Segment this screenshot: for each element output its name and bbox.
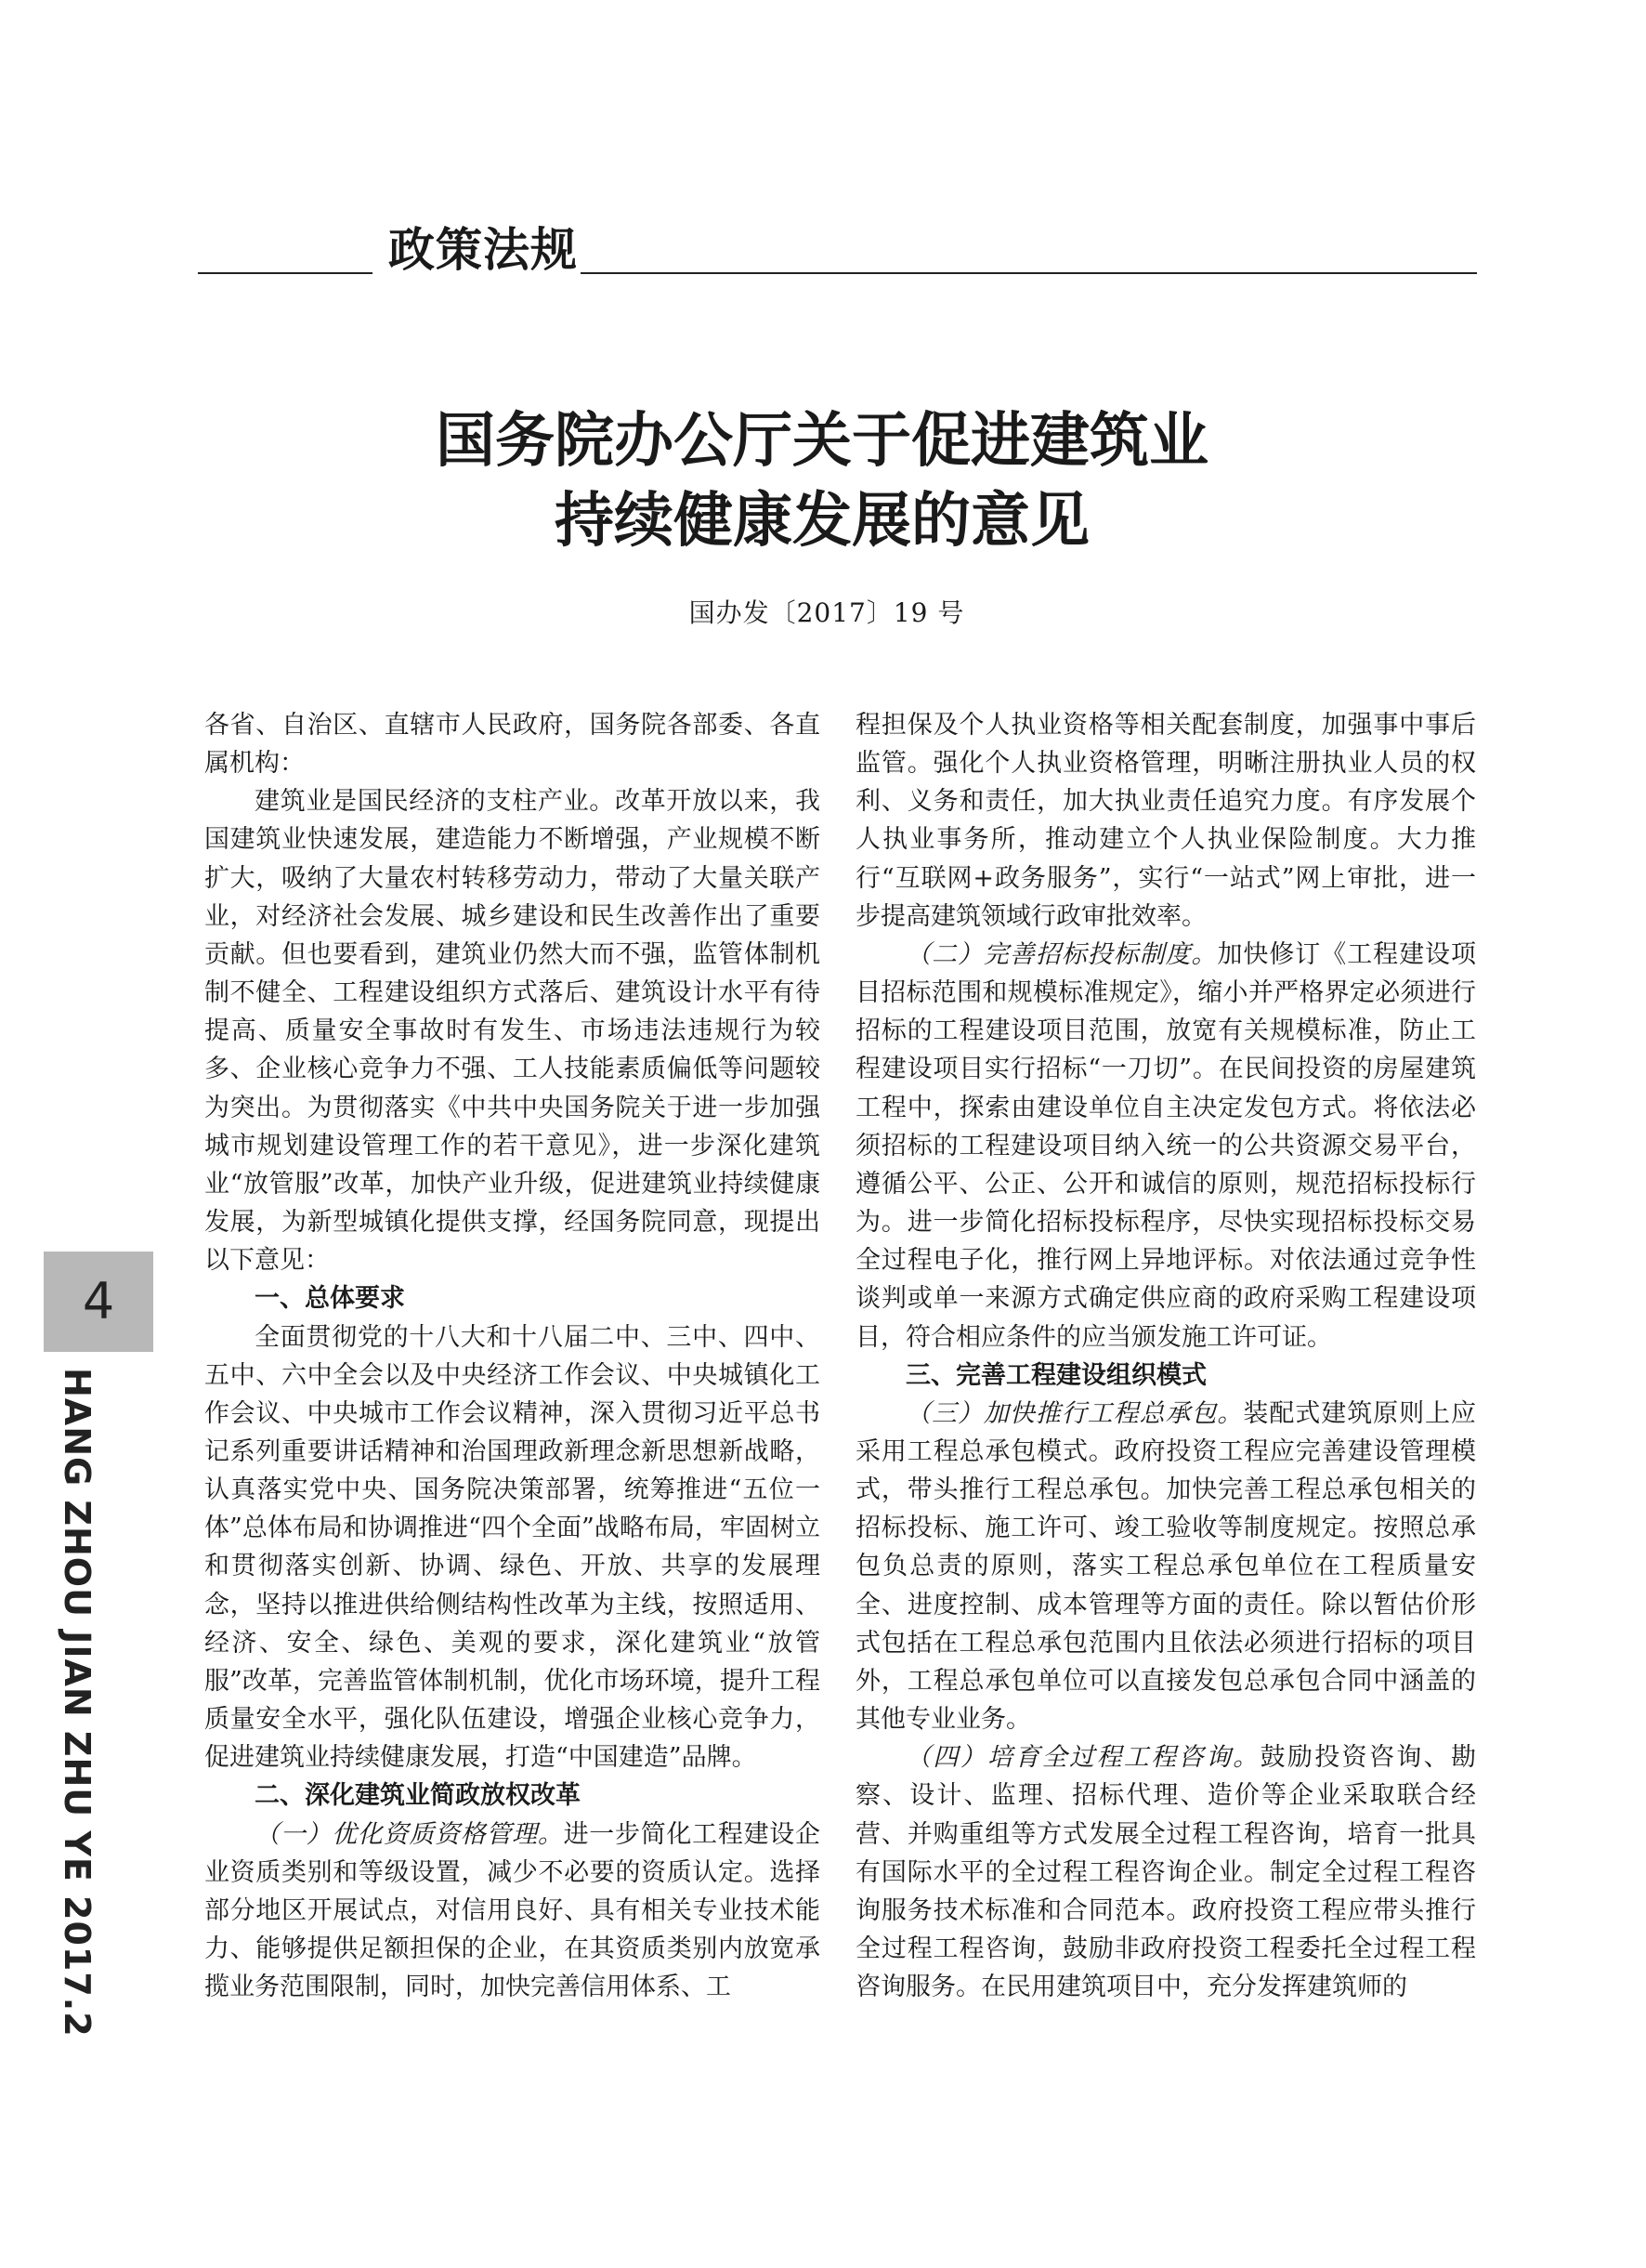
title-line-1: 国务院办公厅关于促进建筑业 xyxy=(436,406,1208,476)
document-number: 国办发〔2017〕19 号 xyxy=(688,597,965,628)
subsection-1-text: 进一步简化工程建设企业资质类别和等级设置，减少不必要的资质认定。选择部分地区开展试点，对信用良好、具有相关专业技术能力、能够提供足额担保的企业，在其资质类别内放宽承揽业务范围限制，同时，加快完善信用体系、工 xyxy=(204,1819,821,2002)
left-column xyxy=(204,706,820,2006)
heading-general-requirements: 一、总体要求 xyxy=(255,1284,405,1314)
vertical-journal-label: HANG ZHOU JIAN ZHU YE 2017.2 xyxy=(57,1368,98,2038)
subsection-3 xyxy=(856,1395,1476,1738)
subsection-3-text: 装配式建筑原则上应采用工程总承包模式。政府投资工程应完善建设管理模式，带头推行工程总承包。加快完善工程总承包相关的招标投标、施工许可、竣工验收等制度规定。按照总承包负总责的原则，落实工程总承包单位在工程质量安全、进度控制、成本管理等方面的责任。除以暂估价形式包括在工程总承包范围内且依法必须进行招标的项目外，工程总承包单位可以直接发包总承包合同中涵盖的其他专业业务。 xyxy=(856,1398,1477,1735)
section-label: 政策法规 xyxy=(388,223,578,277)
page-number-tab: 4 xyxy=(44,1252,153,1352)
heading-organization-mode: 三、完善工程建设组织模式 xyxy=(906,1360,1207,1390)
general-requirements-paragraph: 全面贯彻党的十八大和十八届二中、三中、四中、五中、六中全会以及中央经济工作会议、中央城镇化工作会议、中央城市工作会议精神，深入贯彻习近平总书记系列重要讲话精神和治国理政新理念新思想新战略，认真落实党中央、国务院决策部署，统筹推进“五位一体”总体布局和协调推进“四个全面”战略布局，牢固树立和贯彻落实创新、协调、绿色、开放、共享的发展理念，坚持以推进供给侧结构性改革为主线，按照适用、经济、安全、绿色、美观的要求，深化建筑业“放管服”改革，完善监管体制机制，优化市场环境，提升工程质量安全水平，强化队伍建设，增强企业核心竞争力，促进建筑业持续健康发展，打造“中国建造”品牌。 xyxy=(204,1322,820,1773)
subsection-1-label: （一）优化资质资格管理。 xyxy=(255,1819,564,1849)
subsection-4-text: 鼓励投资咨询、勘察、设计、监理、招标代理、造价等企业采取联合经营、并购重组等方式发展全过程工程咨询，培育一批具有国际水平的全过程工程咨询企业。制定全过程工程咨询服务技术标准和合同范本。政府投资工程应带头推行全过程工程咨询，鼓励非政府投资工程委托全过程工程咨询服务。在民用建筑项目中，充分发挥建筑师的 xyxy=(856,1743,1477,2002)
right-column xyxy=(856,706,1476,2006)
heading-reform: 二、深化建筑业简政放权改革 xyxy=(255,1781,581,1811)
subsection-4 xyxy=(856,1738,1476,2006)
subsection-4-label: （四）培育全过程工程咨询。 xyxy=(906,1743,1261,1773)
continued-paragraph: 程担保及个人执业资格等相关配套制度，加强事中事后监管。强化个人执业资格管理，明晰注册执业人员的权利、义务和责任，加大执业责任追究力度。有序发展个人执业事务所，推动建立个人执业保险制度。大力推行“互联网+政务服务”，实行“一站式”网上审批，进一步提高建筑领域行政审批效率。 xyxy=(856,711,1476,931)
subsection-1 xyxy=(204,1816,820,2007)
header-rule-right xyxy=(581,272,1477,274)
subsection-3-label: （三）加快推行工程总承包。 xyxy=(906,1398,1244,1428)
title-line-2: 持续健康发展的意见 xyxy=(555,486,1090,556)
salutation: 各省、自治区、直辖市人民政府，国务院各部委、各直属机构： xyxy=(204,711,820,779)
subsection-2-text: 加快修订《工程建设项目招标范围和规模标准规定》，缩小并严格界定必须进行招标的工程建设项目范围，放宽有关规模标准，防止工程建设项目实行招标“一刀切”。在民间投资的房屋建筑工程中，探索由建设单位自主决定发包方式。将依法必须招标的工程建设项目纳入统一的公共资源交易平台，遵循公平、公正、公开和诚信的原则，规范招标投标行为。进一步简化招标投标程序，尽快实现招标投标交易全过程电子化，推行网上异地评标。对依法通过竞争性谈判或单一来源方式确定供应商的政府采购工程建设项目，符合相应条件的应当颁发施工许可证。 xyxy=(856,939,1477,1352)
subsection-2-label: （二）完善招标投标制度。 xyxy=(906,939,1218,969)
subsection-2 xyxy=(856,936,1476,1357)
header-rule-left xyxy=(198,272,372,274)
document-title xyxy=(242,401,1403,561)
intro-paragraph: 建筑业是国民经济的支柱产业。改革开放以来，我国建筑业快速发展，建造能力不断增强，产业规模不断扩大，吸纳了大量农村转移劳动力，带动了大量关联产业，对经济社会发展、城乡建设和民生改善作出了重要贡献。但也要看到，建筑业仍然大而不强，监管体制机制不健全、工程建设组织方式落后、建筑设计水平有待提高、质量安全事故时有发生、市场违法违规行为较多、企业核心竞争力不强、工人技能素质偏低等问题较为突出。为贯彻落实《中共中央国务院关于进一步加强城市规划建设管理工作的若干意见》，进一步深化建筑业“放管服”改革，加快产业升级，促进建筑业持续健康发展，为新型城镇化提供支撑，经国务院同意，现提出以下意见： xyxy=(204,787,820,1276)
section-header xyxy=(198,221,1477,279)
